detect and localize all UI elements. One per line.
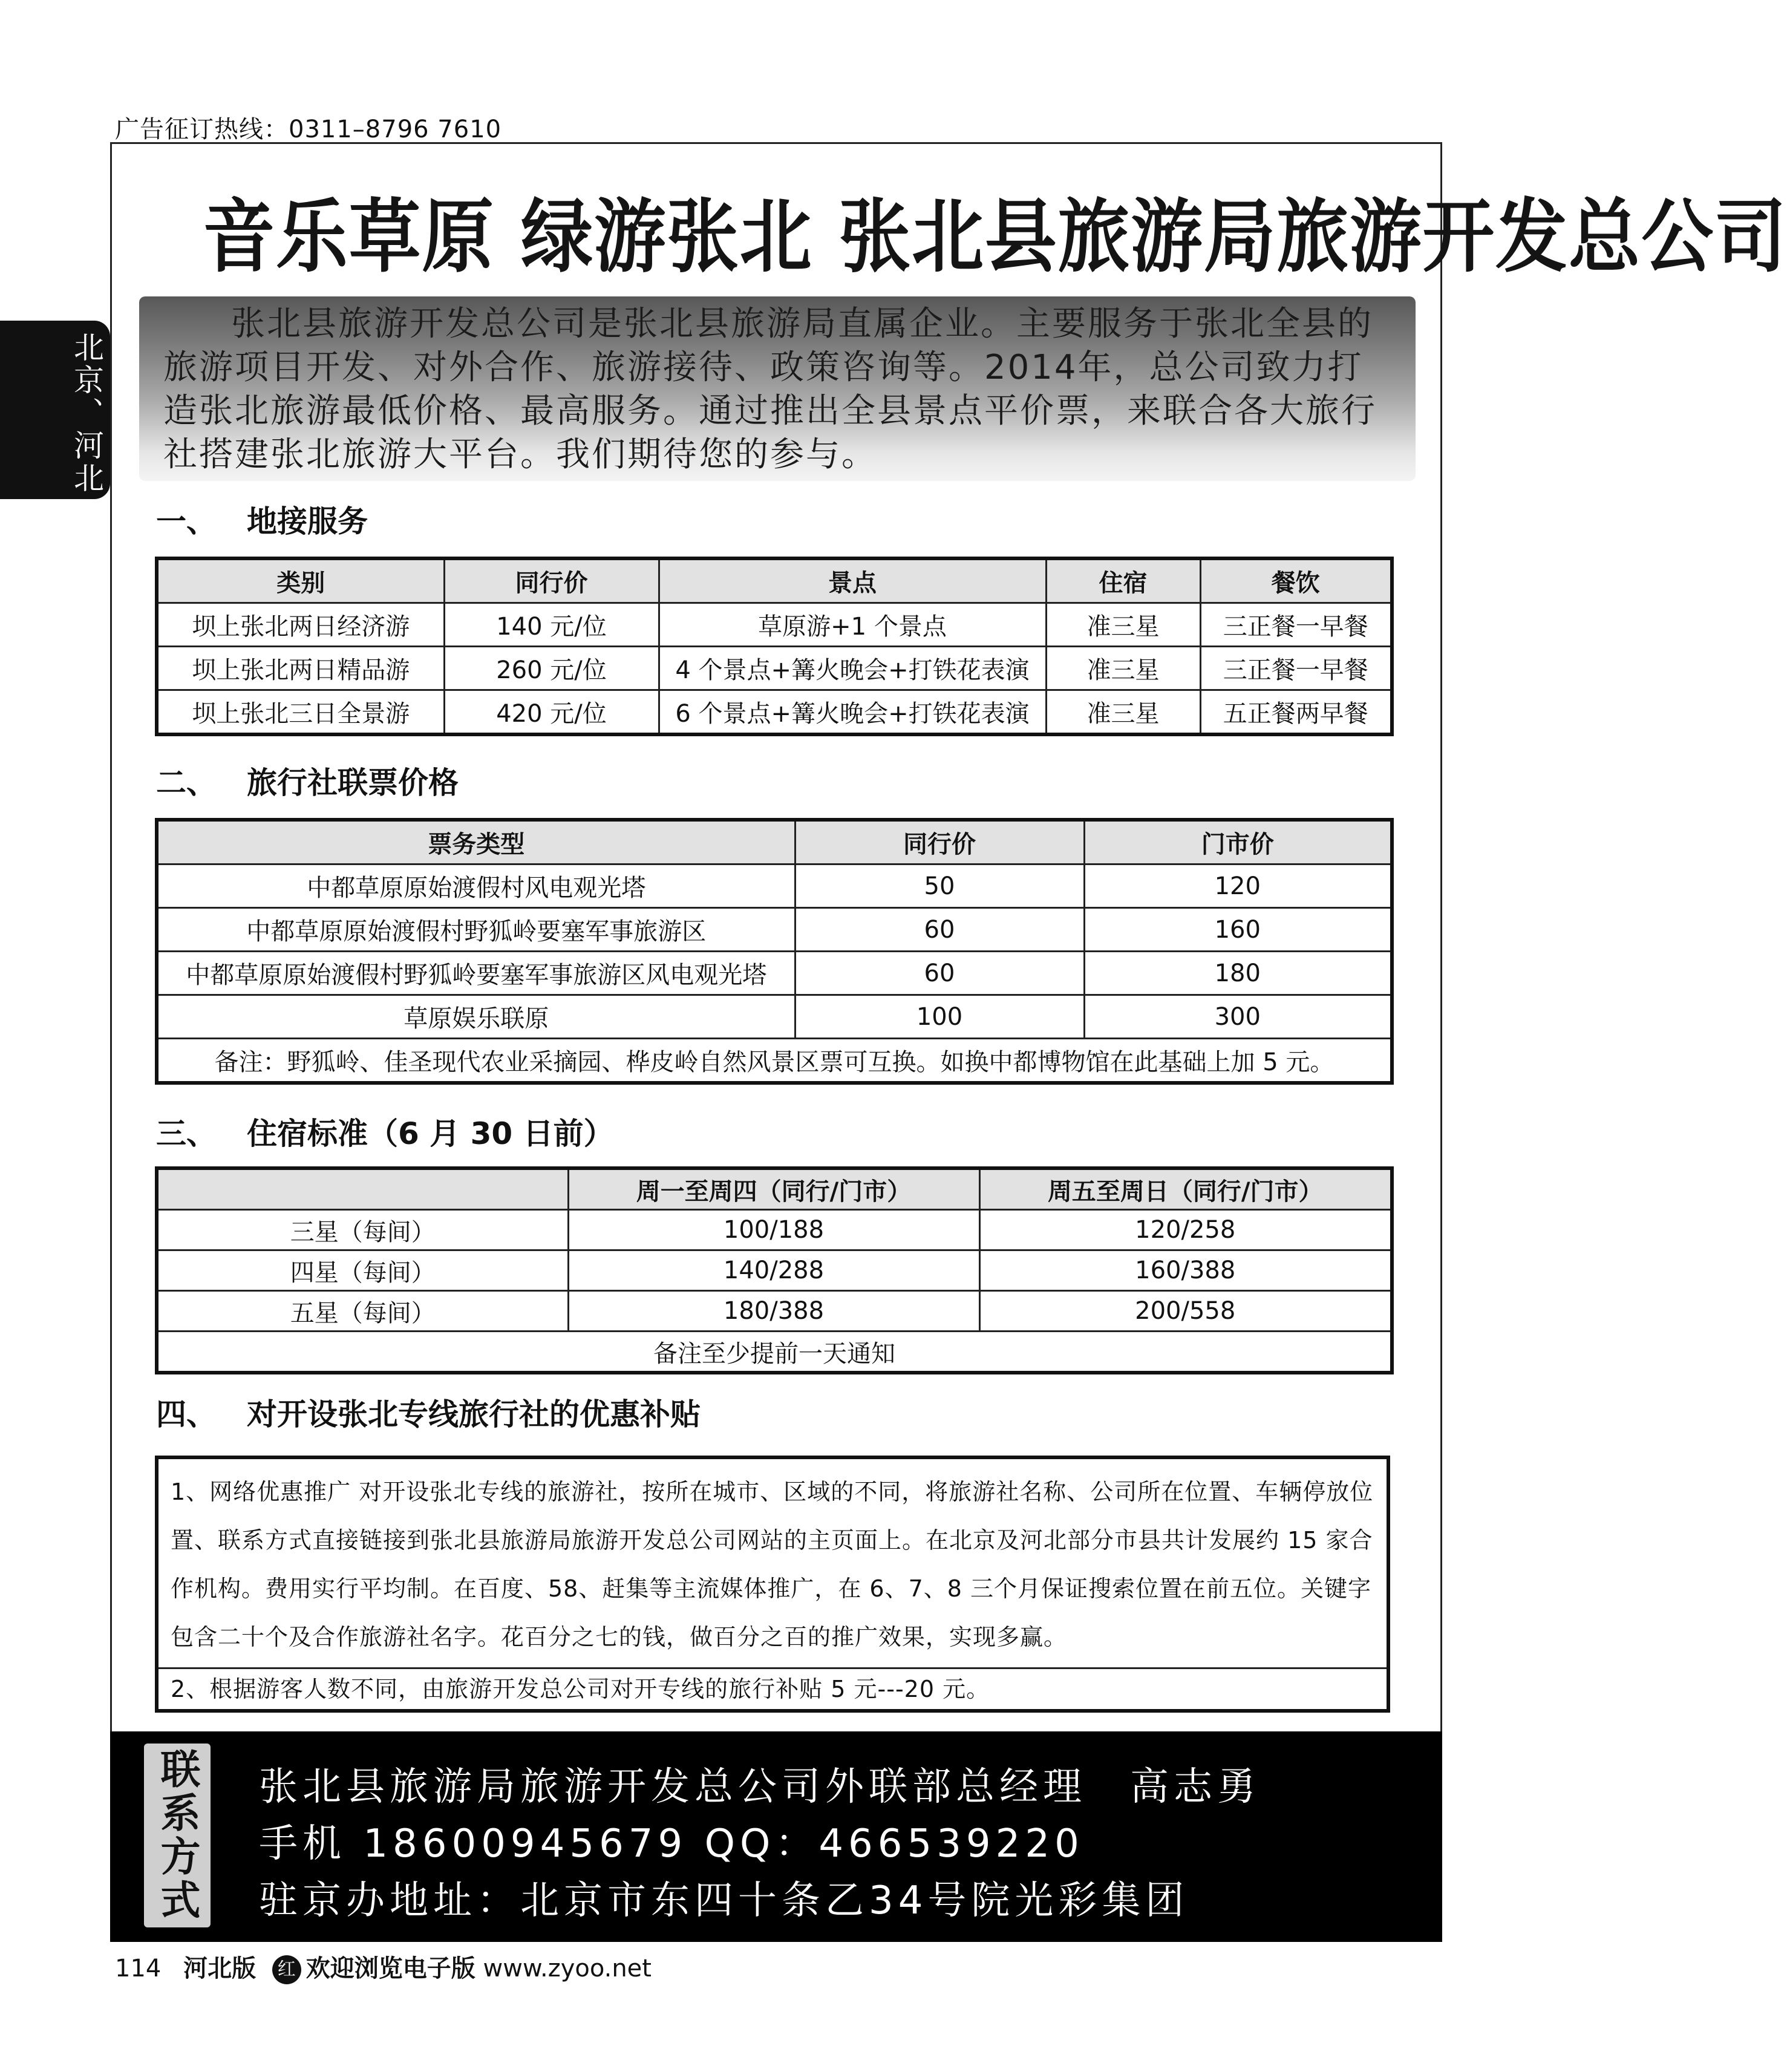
table-cell: 260 元/位: [444, 647, 659, 690]
subsidy-box: [155, 1456, 1390, 1713]
section-number: 二、: [156, 765, 217, 800]
table-header-row: [157, 558, 1392, 603]
section-heading-service: [156, 497, 368, 541]
ticket-price-table: [155, 818, 1394, 1085]
subsidy-item-1: 1、网络优惠推广 对开设张北专线的旅游社，按所在城市、区域的不同，将旅游社名称、公司所在位置、车辆停放位置、联系方式直接链接到张北县旅游局旅游开发总公司网站的主页面上。在北京及河北部分市县共计发展约 15 家合作机构。费用实行平均制。在百度、58、赶集等主流媒体推广，在 6、7、8 三个月保证搜索位置在前五位。关键字包含二十个及合作旅游社名字。花百分之七的钱，做百分之百的推广效果，实现多赢。: [158, 1459, 1387, 1669]
table-cell: 中都草原原始渡假村野狐岭要塞军事旅游区风电观光塔: [157, 952, 795, 995]
lodging-note: 备注至少提前一天通知: [157, 1332, 1392, 1373]
table-cell: 100: [795, 995, 1084, 1039]
table-cell: 五星（每间）: [157, 1291, 568, 1332]
table-header-row: [157, 820, 1392, 864]
column-header: 同行价: [795, 820, 1084, 864]
subsidy-item-2: 2、根据游客人数不同，由旅游开发总公司对开专线的旅行补贴 5 元---20 元。: [171, 1676, 990, 1702]
table-cell: 4 个景点+篝火晚会+打铁花表演: [659, 647, 1046, 690]
page-footer: [115, 1949, 652, 1984]
page-number: 114: [115, 1955, 162, 1982]
table-cell: 草原游+1 个景点: [659, 603, 1046, 647]
table-cell: 坝上张北三日全景游: [157, 690, 444, 735]
table-cell: 140/288: [568, 1250, 979, 1291]
section-number: 四、: [156, 1397, 217, 1432]
section-number: 一、: [156, 504, 217, 539]
table-cell: 420 元/位: [444, 690, 659, 735]
table-cell: 140 元/位: [444, 603, 659, 647]
table-row: [157, 1210, 1392, 1250]
section-heading-lodging: [156, 1110, 614, 1153]
table-cell: 120/258: [979, 1210, 1392, 1250]
table-cell: 200/558: [979, 1291, 1392, 1332]
column-header: [157, 1168, 568, 1210]
lodging-table: [155, 1166, 1394, 1374]
region-side-tab-label: 北京、河北: [69, 332, 104, 495]
contact-address: 驻京办地址：北京市东四十条乙34号院光彩集团: [259, 1878, 1189, 1923]
table-cell: 180/388: [568, 1291, 979, 1332]
table-cell: 四星（每间）: [157, 1250, 568, 1291]
column-header: 住宿: [1046, 558, 1200, 603]
table-row: [157, 908, 1392, 952]
column-header: 周一至周四（同行/门市）: [568, 1168, 979, 1210]
column-header: 周五至周日（同行/门市）: [979, 1168, 1392, 1210]
column-header: 景点: [659, 558, 1046, 603]
table-cell: 准三星: [1046, 603, 1200, 647]
table-cell: 中都草原原始渡假村野狐岭要塞军事旅游区: [157, 908, 795, 952]
column-header: 类别: [157, 558, 444, 603]
table-cell: 100/188: [568, 1210, 979, 1250]
table-row: [157, 952, 1392, 995]
table-cell: 三正餐一早餐: [1200, 647, 1392, 690]
contact-phone-qq: 手机 18600945679 QQ：466539220: [259, 1822, 1084, 1866]
intro-text: 张北县旅游开发总公司是张北县旅游局直属企业。主要服务于张北全县的旅游项目开发、对外合作、旅游接待、政策咨询等。2014年，总公司致力打造张北旅游最低价格、最高服务。通过推出全县景点平价票，来联合各大旅行社搭建张北旅游大平台。我们期待您的参与。: [163, 304, 1377, 474]
edition-label: 河北版: [183, 1955, 256, 1982]
brand-logo-icon: 红: [272, 1955, 301, 1984]
table-row: [157, 864, 1392, 908]
table-note-row: [157, 1039, 1392, 1083]
page-title: 音乐草原 绿游张北 张北县旅游局旅游开发总公司: [203, 190, 1787, 284]
table-row: [157, 647, 1392, 690]
table-cell: 三星（每间）: [157, 1210, 568, 1250]
table-cell: 160/388: [979, 1250, 1392, 1291]
contact-label: 联系方式: [144, 1744, 211, 1927]
welcome-text: 欢迎浏览电子版: [305, 1955, 475, 1982]
table-cell: 三正餐一早餐: [1200, 603, 1392, 647]
section-title: 住宿标准（6 月 30 日前）: [247, 1116, 614, 1151]
ad-hotline: 广告征订热线：0311–8796 7610: [115, 116, 502, 143]
ticket-note: 备注：野狐岭、佳圣现代农业采摘园、桦皮岭自然风景区票可互换。如换中都博物馆在此基础上加 5 元。: [157, 1039, 1392, 1083]
table-cell: 50: [795, 864, 1084, 908]
contact-manager: 张北县旅游局旅游开发总公司外联部总经理 高志勇: [259, 1765, 1261, 1809]
table-cell: 准三星: [1046, 647, 1200, 690]
section-number: 三、: [156, 1116, 217, 1151]
table-cell: 180: [1084, 952, 1392, 995]
table-cell: 300: [1084, 995, 1392, 1039]
table-cell: 6 个景点+篝火晚会+打铁花表演: [659, 690, 1046, 735]
section-title: 地接服务: [247, 504, 368, 539]
table-cell: 坝上张北两日精品游: [157, 647, 444, 690]
column-header: 餐饮: [1200, 558, 1392, 603]
column-header: 同行价: [444, 558, 659, 603]
table-cell: 中都草原原始渡假村风电观光塔: [157, 864, 795, 908]
service-table: [155, 557, 1394, 736]
table-header-row: [157, 1168, 1392, 1210]
table-cell: 坝上张北两日经济游: [157, 603, 444, 647]
contact-banner: [110, 1731, 1442, 1942]
table-note-row: [157, 1332, 1392, 1373]
table-cell: 120: [1084, 864, 1392, 908]
section-title: 对开设张北专线旅行社的优惠补贴: [247, 1397, 701, 1432]
table-cell: 准三星: [1046, 690, 1200, 735]
table-row: [157, 1250, 1392, 1291]
column-header: 票务类型: [157, 820, 795, 864]
website-link[interactable]: www.zyoo.net: [483, 1955, 652, 1982]
table-row: [157, 995, 1392, 1039]
table-cell: 60: [795, 952, 1084, 995]
table-row: [157, 603, 1392, 647]
region-side-tab: [0, 321, 110, 499]
table-cell: 60: [795, 908, 1084, 952]
intro-box: [139, 296, 1416, 481]
table-row: [157, 690, 1392, 735]
section-title: 旅行社联票价格: [247, 765, 459, 800]
column-header: 门市价: [1084, 820, 1392, 864]
table-cell: 五正餐两早餐: [1200, 690, 1392, 735]
table-cell: 草原娱乐联原: [157, 995, 795, 1039]
section-heading-subsidy: [156, 1390, 701, 1434]
section-heading-tickets: [156, 759, 459, 802]
table-cell: 160: [1084, 908, 1392, 952]
table-row: [157, 1291, 1392, 1332]
